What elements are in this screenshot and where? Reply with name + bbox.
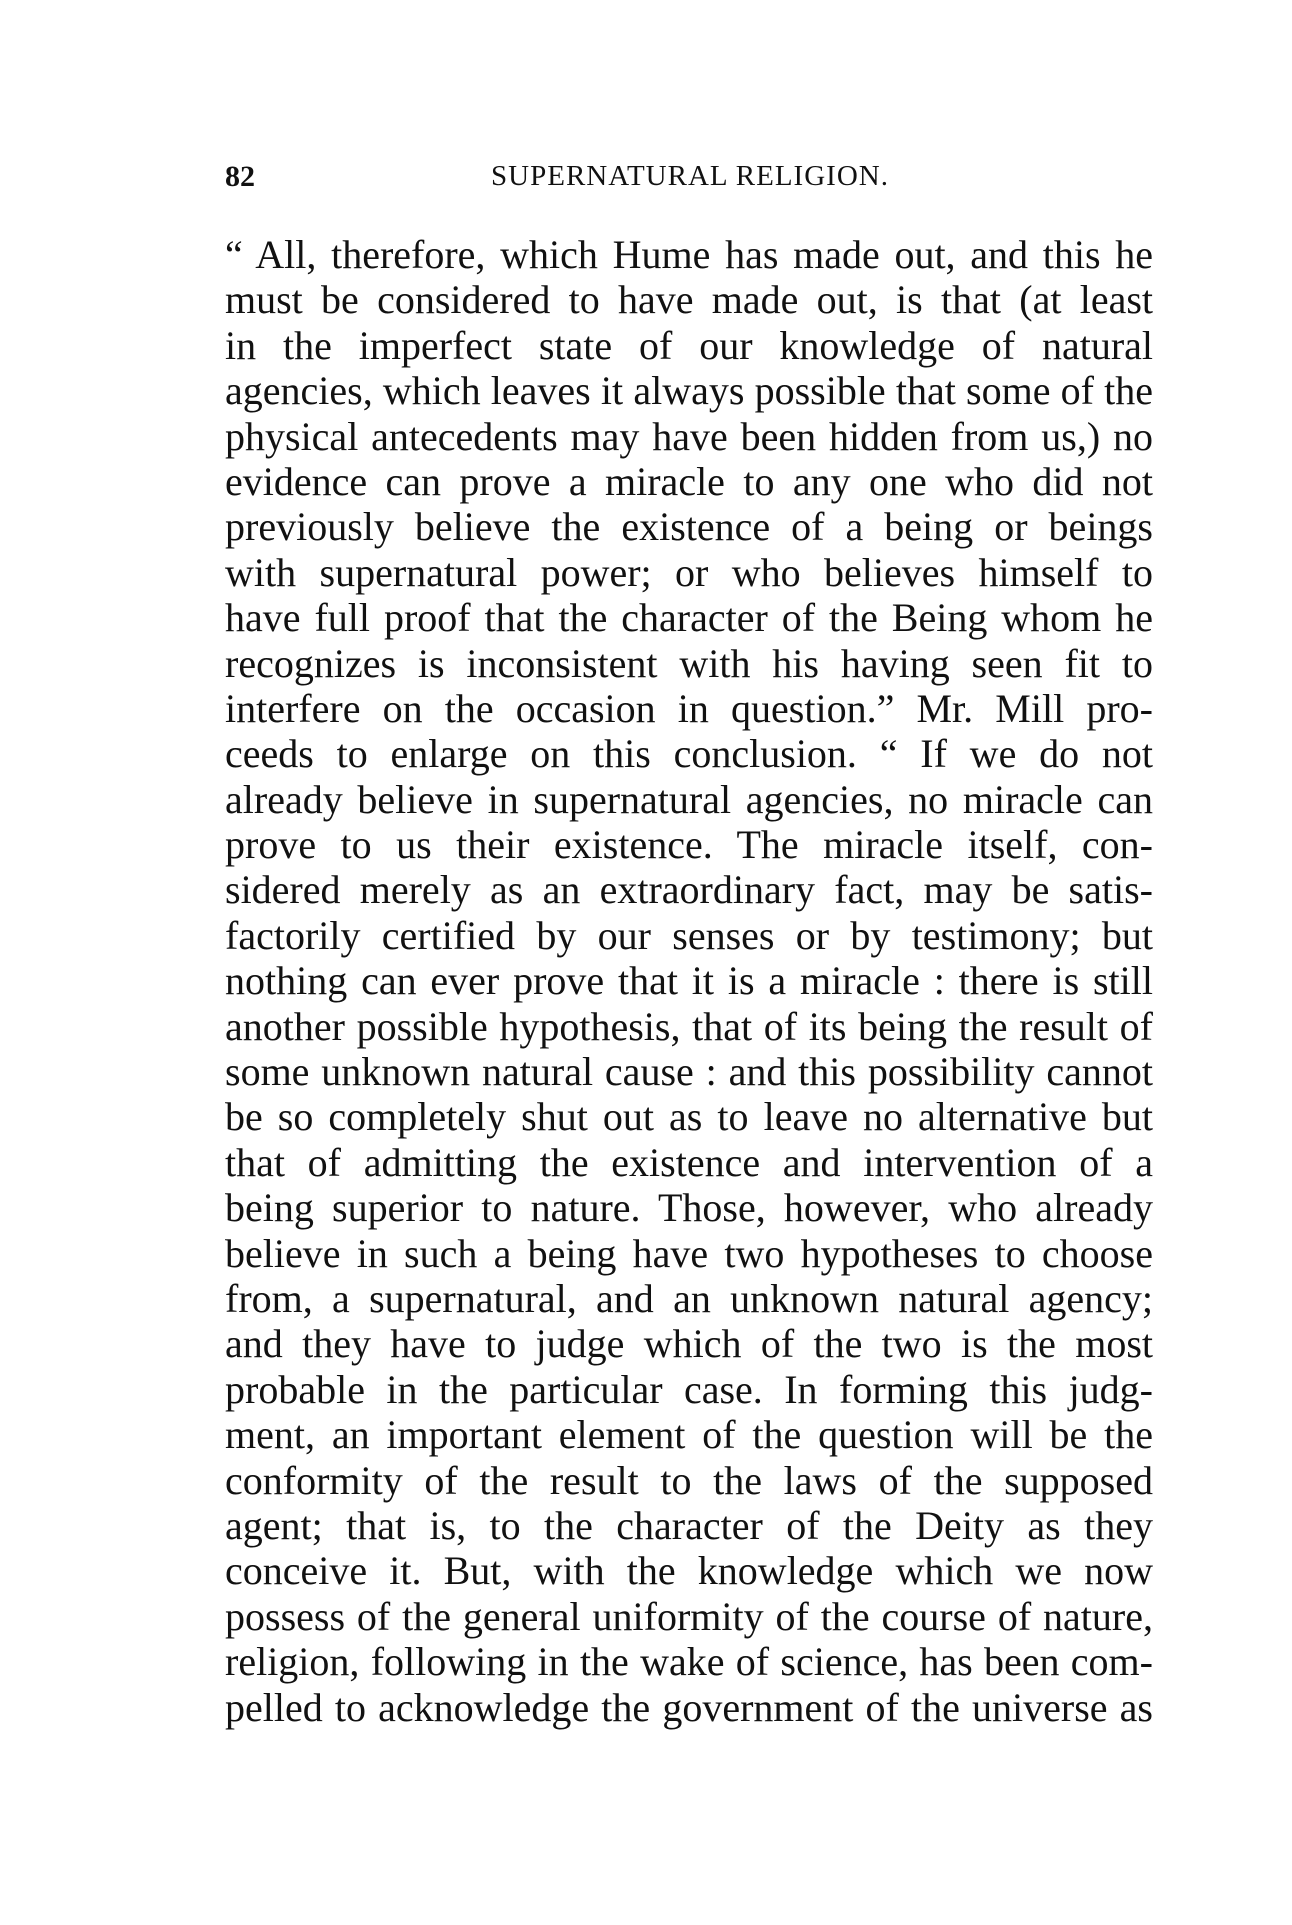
text-line: ceeds to enlarge on this conclusion. “ If we do not: [225, 731, 1153, 777]
text-line: conceive it. But, with the knowledge which we now: [225, 1548, 1153, 1594]
text-line: interfere on the occasion in question.” Mr. Mill pro-: [225, 685, 1153, 731]
text-line: have full proof that the character of the Being whom he: [225, 595, 1153, 641]
text-line: sidered merely as an extraordinary fact, may be satis-: [225, 867, 1153, 913]
text-line: factorily certified by our senses or by testimony; but: [225, 912, 1153, 958]
text-line: another possible hypothesis, that of its being the result of: [225, 1003, 1153, 1049]
text-line: possess of the general uniformity of the course of nature,: [225, 1593, 1153, 1639]
text-line: must be considered to have made out, is that (at least: [225, 277, 1153, 323]
text-line: from, a supernatural, and an unknown natural agency;: [225, 1275, 1153, 1321]
text-line: believe in such a being have two hypotheses to choose: [225, 1230, 1153, 1276]
text-line: previously believe the existence of a being or beings: [225, 504, 1153, 550]
text-line: physical antecedents may have been hidden from us,) no: [225, 413, 1153, 459]
body-text: [225, 232, 1153, 1730]
text-line: agent; that is, to the character of the Deity as they: [225, 1502, 1153, 1548]
running-header: [225, 160, 1153, 200]
page-number: 82: [225, 160, 255, 193]
text-line: be so completely shut out as to leave no alternative but: [225, 1094, 1153, 1140]
text-line: with supernatural power; or who believes himself to: [225, 549, 1153, 595]
text-line: religion, following in the wake of science, has been com-: [225, 1639, 1153, 1685]
text-line: evidence can prove a miracle to any one who did not: [225, 458, 1153, 504]
text-line: prove to us their existence. The miracle itself, con-: [225, 822, 1153, 868]
text-line: agencies, which leaves it always possible that some of the: [225, 368, 1153, 414]
text-line: conformity of the result to the laws of the supposed: [225, 1457, 1153, 1503]
text-line: some unknown natural cause : and this possibility cannot: [225, 1049, 1153, 1095]
text-line: in the imperfect state of our knowledge of natural: [225, 322, 1153, 368]
text-line: that of admitting the existence and intervention of a: [225, 1139, 1153, 1185]
text-line: probable in the particular case. In forming this judg-: [225, 1366, 1153, 1412]
running-title: SUPERNATURAL RELIGION.: [491, 160, 889, 192]
text-line: ment, an important element of the question will be the: [225, 1412, 1153, 1458]
text-line: being superior to nature. Those, however, who already: [225, 1185, 1153, 1231]
text-line: recognizes is inconsistent with his having seen fit to: [225, 640, 1153, 686]
text-line: “ All, therefore, which Hume has made out, and this he: [225, 232, 1153, 277]
text-line: and they have to judge which of the two is the most: [225, 1321, 1153, 1367]
text-line: already believe in supernatural agencies, no miracle can: [225, 776, 1153, 822]
text-line: nothing can ever prove that it is a miracle : there is still: [225, 958, 1153, 1004]
text-line: pelled to acknowledge the government of the universe as: [225, 1684, 1153, 1730]
